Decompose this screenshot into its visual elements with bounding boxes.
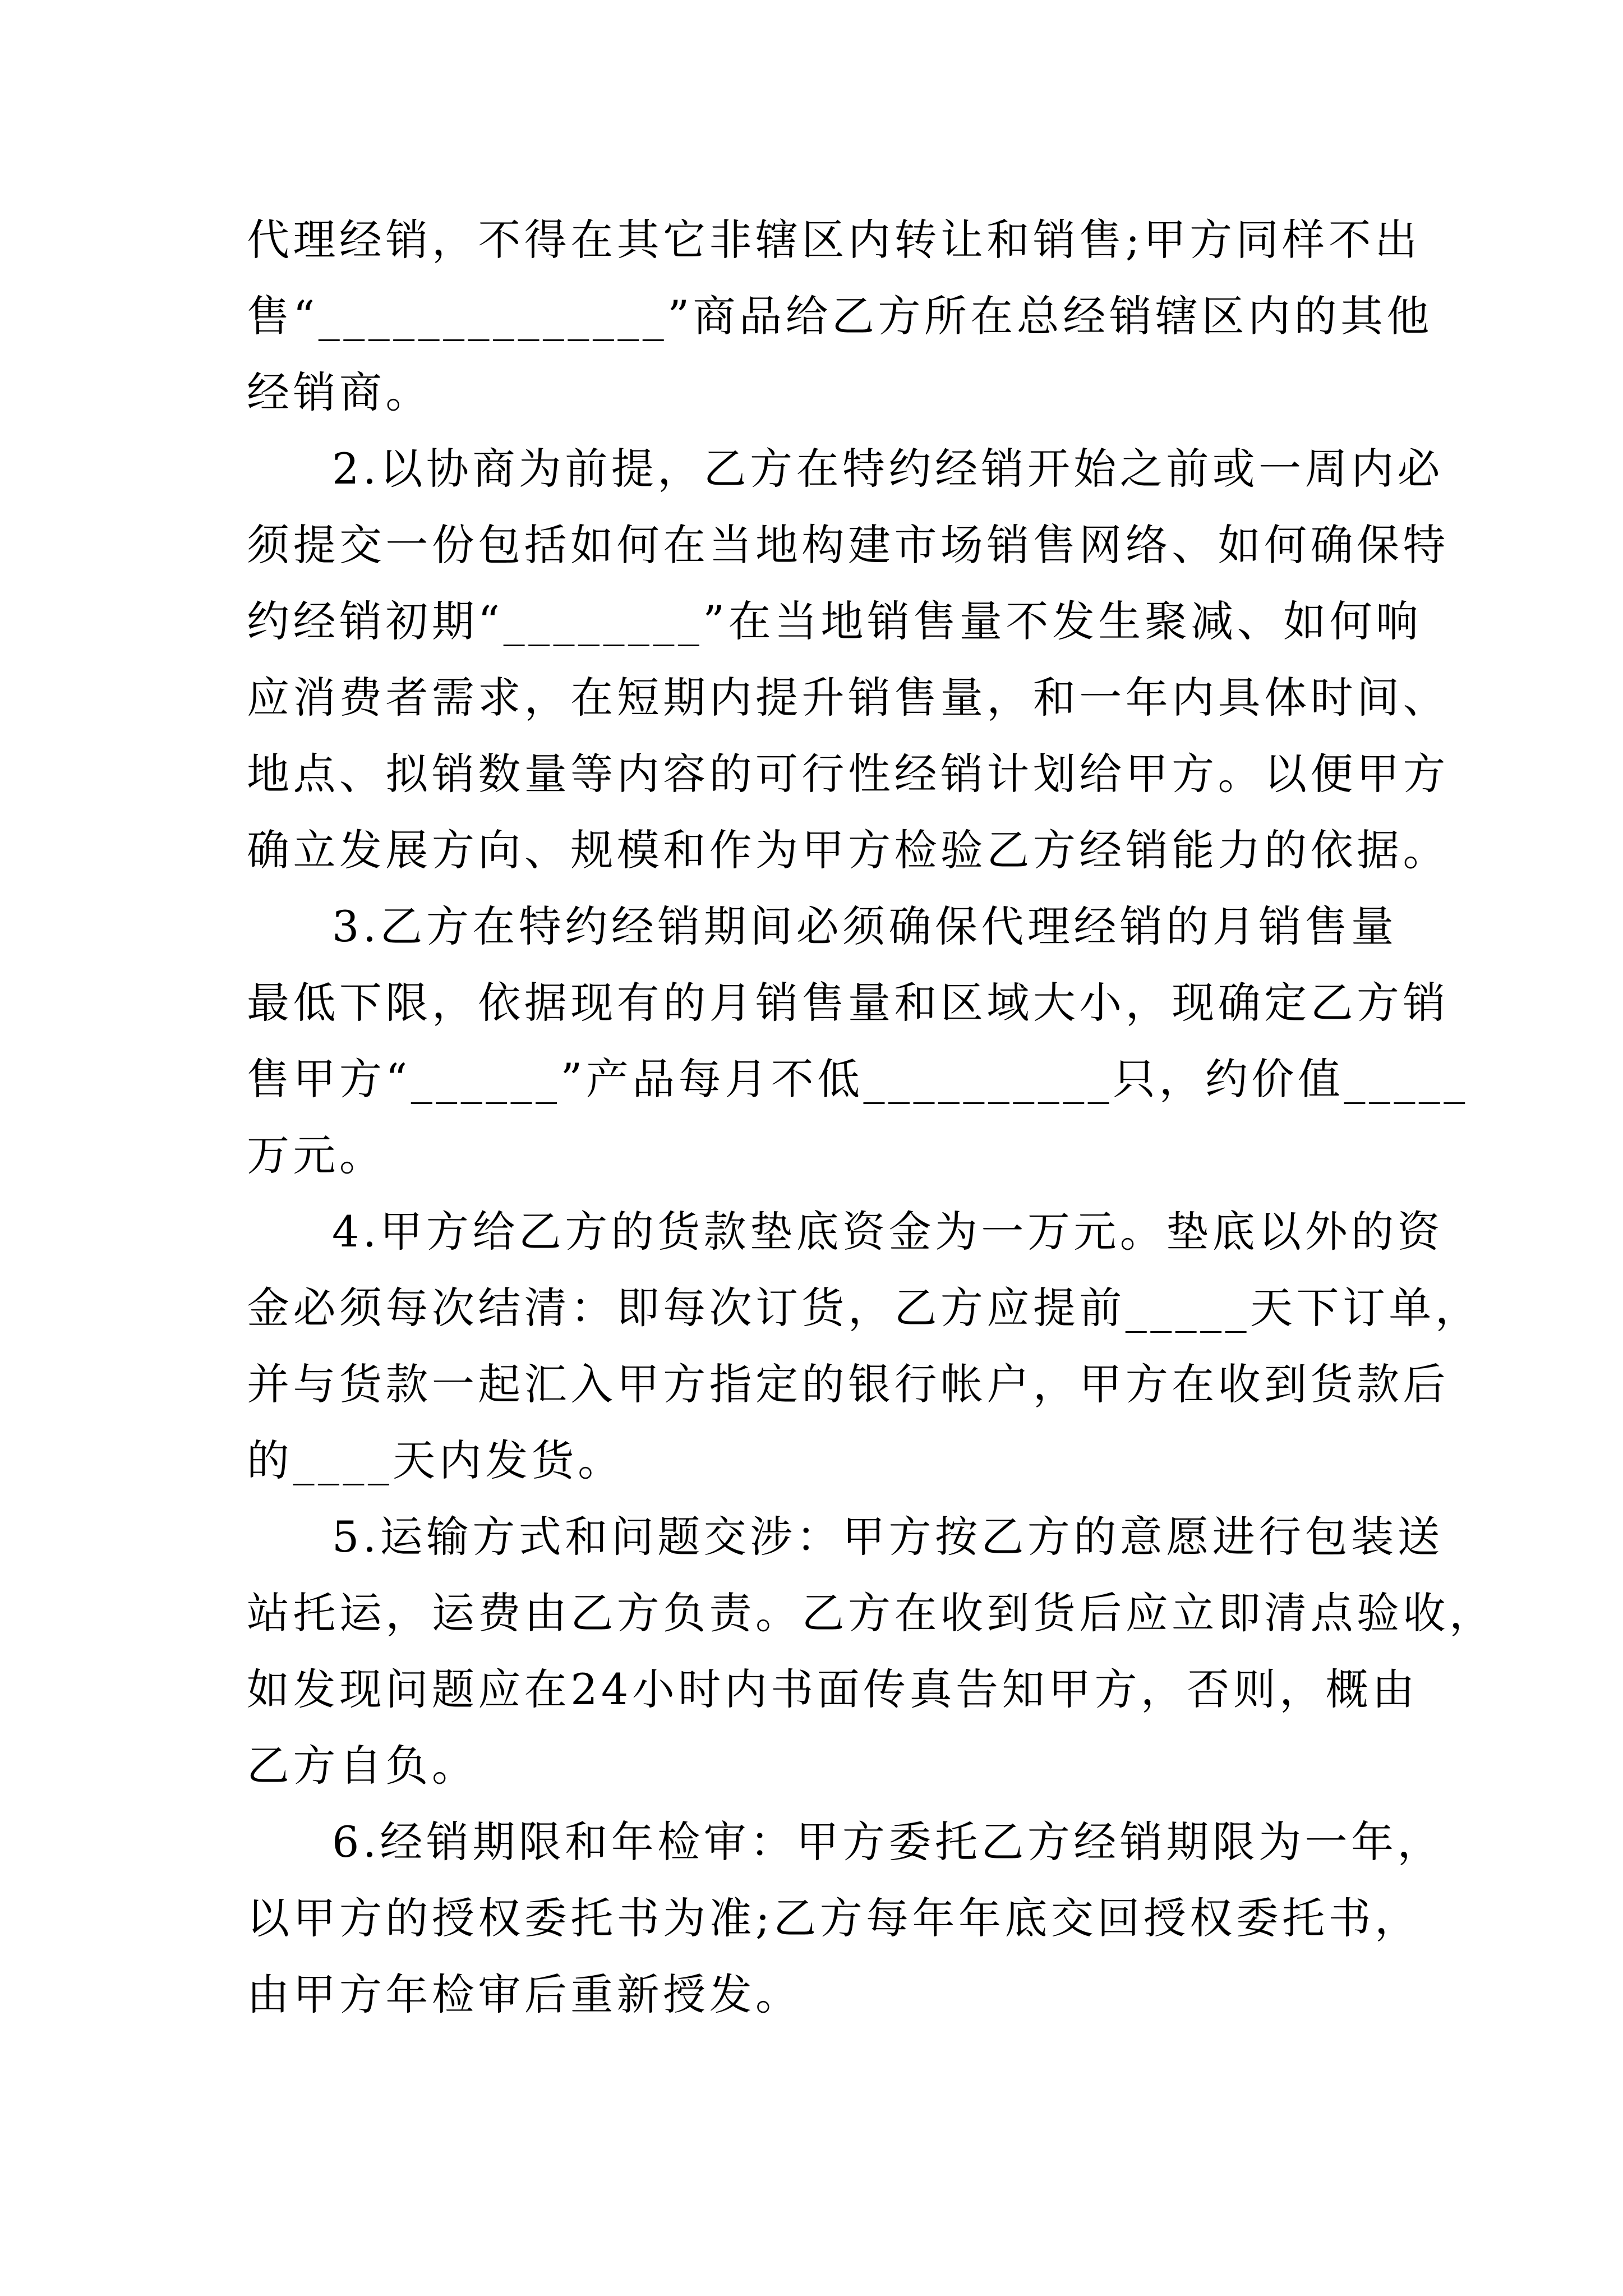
text-line: 万元。 [247,1130,386,1180]
text-line: 乙方自负。 [247,1741,478,1791]
text-line: 由甲方年检审后重新授发。 [247,1970,802,2019]
text-line: 金必须每次结清：即每次订货，乙方应提前_____天下订单， [247,1283,1482,1333]
text-line: 代理经销，不得在其它非辖区内转让和销售;甲方同样不出 [247,215,1421,265]
text-line: 站托运，运费由乙方负责。乙方在收到货后应立即清点验收， [247,1588,1496,1638]
clause-6-line: 6.经销期限和年检审：甲方委托乙方经销期限为一年， [332,1817,1444,1867]
text-line: 如发现问题应在24小时内书面传真告知甲方，否则，概由 [247,1664,1418,1714]
text-line: 约经销初期“________”在当地销售量不发生聚减、如何响 [247,596,1422,646]
clause-4-line: 4.甲方给乙方的货款垫底资金为一万元。垫底以外的资 [332,1207,1444,1257]
text-line: 并与货款一起汇入甲方指定的银行帐户，甲方在收到货款后 [247,1359,1449,1409]
text-line: 的____天内发货。 [247,1435,624,1485]
text-line: 售甲方“______”产品每月不低__________只，约价值_____ [247,1054,1469,1104]
text-line: 应消费者需求，在短期内提升销售量，和一年内具体时间、 [247,673,1449,723]
text-line: 地点、拟销数量等内容的可行性经销计划给甲方。以便甲方 [247,749,1449,799]
text-line: 确立发展方向、规模和作为甲方检验乙方经销能力的依据。 [247,825,1449,875]
contract-text [247,202,1496,2033]
text-line: 最低下限，依据现有的月销售量和区域大小，现确定乙方销 [247,978,1449,1028]
clause-2-line: 2.以协商为前提，乙方在特约经销开始之前或一周内必 [332,444,1444,494]
clause-3-line: 3.乙方在特约经销期间必须确保代理经销的月销售量 [332,901,1398,951]
text-line: 以甲方的授权委托书为准;乙方每年年底交回授权委托书， [247,1893,1421,1943]
text-line: 售“______________”商品给乙方所在总经销辖区内的其他 [247,291,1433,341]
clause-5-line: 5.运输方式和问题交涉：甲方按乙方的意愿进行包装送 [332,1512,1444,1562]
text-line: 须提交一份包括如何在当地构建市场销售网络、如何确保特 [247,520,1449,570]
text-line: 经销商。 [247,367,432,417]
